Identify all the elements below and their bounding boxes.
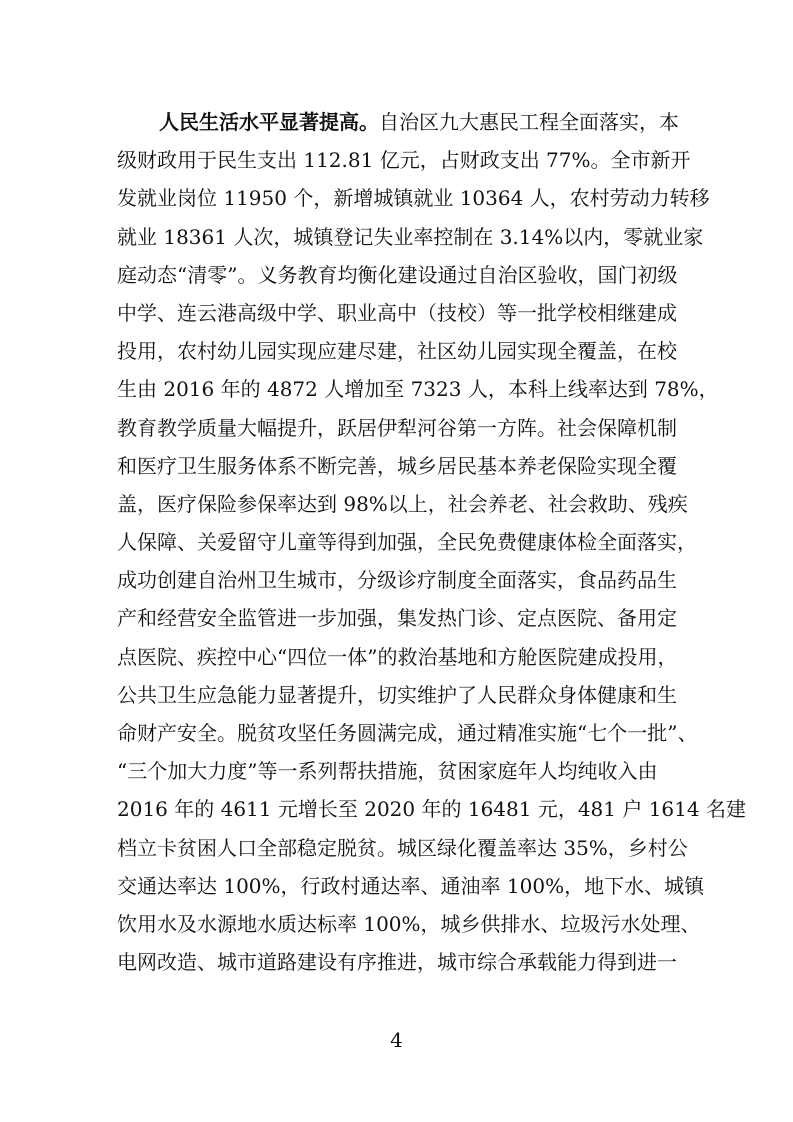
text-line: 档立卡贫困人口全部稳定脱贫。城区绿化覆盖率达 35%，乡村公 — [117, 835, 688, 860]
text-line: 成功创建自治州卫生城市，分级诊疗制度全面落实，食品药品生 — [117, 568, 677, 593]
text-line: 庭动态“清零”。义务教育均衡化建设通过自治区验收，国门初级 — [117, 262, 678, 287]
text-line: 饮用水及水源地水质达标率 100%，城乡供排水、垃圾污水处理、 — [117, 911, 701, 936]
text-line: 命财产安全。脱贫攻坚任务圆满完成，通过精准实施“七个一批”、 — [117, 721, 698, 745]
paragraph-lead: 人民生活水平显著提高。 — [159, 110, 379, 134]
text-line: 电网改造、城市道路建设有序推进，城市综合承载能力得到进一 — [117, 950, 677, 975]
page-number: 4 — [390, 1028, 403, 1052]
text-line: 就业 18361 人次，城镇登记失业率控制在 3.14%以内，零就业家 — [117, 224, 704, 249]
text-line: 生由 2016 年的 4872 人增加至 7323 人，本科上线率达到 78%， — [117, 377, 719, 402]
text-line: 和医疗卫生服务体系不断完善，城乡居民基本养老保险实现全覆 — [117, 453, 677, 478]
text-line-content: 自治区九大惠民工程全面落实，本 — [379, 110, 679, 134]
text-line: 产和经营安全监管进一步加强，集发热门诊、定点医院、备用定 — [117, 606, 677, 631]
text-line: 投用，农村幼儿园实现应建尽建，社区幼儿园实现全覆盖，在校 — [117, 339, 677, 364]
text-line: 盖，医疗保险参保率达到 98%以上，社会养老、社会救助、残疾 — [117, 491, 688, 516]
text-line: 交通达率达 100%，行政村通达率、通油率 100%，地下水、城镇 — [117, 873, 705, 898]
text-line: 发就业岗位 11950 个，新增城镇就业 10364 人，农村劳动力转移 — [117, 186, 710, 211]
text-line: 中学、连云港高级中学、职业高中（技校）等一批学校相继建成 — [117, 300, 677, 325]
body-paragraph — [117, 103, 746, 981]
text-line: 点医院、疾控中心“四位一体”的救治基地和方舱医院建成投用， — [117, 644, 678, 669]
text-line: 人保障、关爱留守儿童等得到加强，全民免费健康体检全面落实， — [117, 530, 697, 555]
text-line — [117, 103, 677, 141]
text-line: 级财政用于民生支出 112.81 亿元，占财政支出 77%。全市新开 — [117, 148, 691, 173]
text-line: 教育教学质量大幅提升，跃居伊犁河谷第一方阵。社会保障机制 — [117, 415, 677, 440]
text-line: “三个加大力度”等一系列帮扶措施，贫困家庭年人均纯收入由 — [117, 759, 658, 784]
text-line: 2016 年的 4611 元增长至 2020 年的 16481 元，481 户 1614 名建 — [117, 797, 746, 822]
text-line: 公共卫生应急能力显著提升，切实维护了人民群众身体健康和生 — [117, 682, 677, 707]
